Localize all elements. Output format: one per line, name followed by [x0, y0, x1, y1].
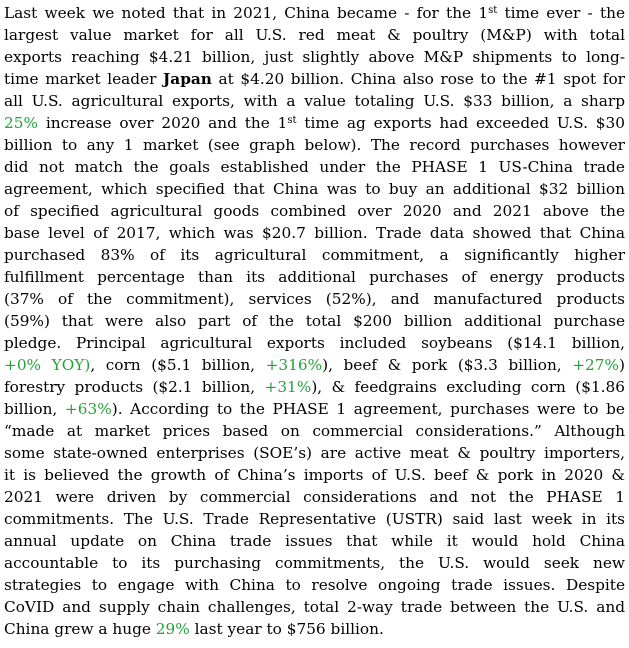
text-span: accountable to its purchasing commitments, the U.S. would seek new: [4, 554, 625, 572]
text-line: [4, 574, 625, 596]
text-span: 2021 were driven by commercial considerations and not the PHASE 1: [4, 488, 625, 506]
text-span: , corn ($5.1 billion,: [90, 356, 266, 374]
text-line: [4, 376, 625, 398]
text-line: [4, 530, 625, 552]
text-line: [4, 178, 625, 200]
text-span: annual update on China trade issues that while it would hold China: [4, 532, 625, 550]
text-span: Last week we noted that in 2021, China became - for the 1: [4, 4, 489, 22]
text-span: pledge. Principal agricultural exports included soybeans ($14.1 billion,: [4, 334, 625, 352]
text-line: [4, 464, 625, 486]
text-line: [4, 68, 625, 90]
text-span: time ag exports had exceeded U.S. $30: [296, 114, 625, 132]
text-span: at $4.20 billion. China also rose to the #1 spot for: [211, 70, 625, 88]
text-span: forestry products ($2.1 billion,: [4, 378, 265, 396]
text-span: (37% of the commitment), services (52%), and manufactured products: [4, 290, 625, 308]
text-span: did not match the goals established under the PHASE 1 US-China trade: [4, 158, 625, 176]
text-span: base level of 2017, which was $20.7 billion. Trade data showed that China: [4, 224, 625, 242]
text-span: it is believed the growth of China’s imports of U.S. beef & pork in 2020 &: [4, 466, 625, 484]
text-line: [4, 332, 625, 354]
highlighted-figure: +31%: [264, 378, 312, 396]
text-span: some state-owned enterprises (SOE’s) are active meat & poultry importers,: [4, 444, 625, 462]
text-line: [4, 420, 625, 442]
text-span: strategies to engage with China to resolve ongoing trade issues. Despite: [4, 576, 625, 594]
text-line: [4, 508, 625, 530]
text-span: largest value market for all U.S. red meat & poultry (M&P) with total: [4, 26, 625, 44]
text-span: billion,: [4, 400, 65, 418]
text-line: [4, 398, 625, 420]
text-span: CoVID and supply chain challenges, total 2-way trade between the U.S. and: [4, 598, 625, 616]
text-span: all U.S. agricultural exports, with a value totaling U.S. $33 billion, a sharp: [4, 92, 625, 110]
article-body: [4, 2, 625, 640]
text-line: [4, 310, 625, 332]
text-line: [4, 486, 625, 508]
text-span: commitments. The U.S. Trade Representative (USTR) said last week in its: [4, 510, 625, 528]
text-line: [4, 112, 625, 134]
text-span: time market leader: [4, 70, 164, 88]
text-span: fulfillment percentage than its additional purchases of energy products: [4, 268, 625, 286]
text-line: [4, 46, 625, 68]
highlighted-figure: 29%: [155, 620, 190, 638]
text-line: [4, 618, 625, 640]
text-line: [4, 200, 625, 222]
highlighted-figure: +27%: [572, 356, 620, 374]
text-line: [4, 442, 625, 464]
text-line: [4, 266, 625, 288]
text-span: exports reaching $4.21 billion, just slightly above M&P shipments to long-: [4, 48, 625, 66]
text-line: [4, 244, 625, 266]
text-span: ), beef & pork ($3.3 billion,: [322, 356, 573, 374]
text-line: [4, 288, 625, 310]
text-line: [4, 354, 625, 376]
text-span: China grew a huge: [4, 620, 156, 638]
text-span: “made at market prices based on commercial considerations.” Although: [4, 422, 625, 440]
bold-text: Japan: [163, 70, 212, 88]
text-line: [4, 134, 625, 156]
text-line: [4, 156, 625, 178]
highlighted-figure: +63%: [64, 400, 112, 418]
text-line: [4, 596, 625, 618]
text-span: purchased 83% of its agricultural commitment, a significantly higher: [4, 246, 625, 264]
text-line: [4, 24, 625, 46]
text-span: ), & feedgrains excluding corn ($1.86: [311, 378, 626, 396]
highlighted-figure: 25%: [4, 114, 38, 132]
text-line: [4, 552, 625, 574]
text-span: agreement, which specified that China was to buy an additional $32 billion: [4, 180, 625, 198]
text-line: [4, 222, 625, 244]
text-span: of specified agricultural goods combined over 2020 and 2021 above the: [4, 202, 625, 220]
text-line: [4, 2, 625, 24]
text-span: time ever - the: [497, 4, 626, 22]
text-line: [4, 90, 625, 112]
text-span: billion to any 1 market (see graph below). The record purchases however: [4, 136, 625, 154]
text-span: last year to $756 billion.: [189, 620, 384, 638]
highlighted-figure: +316%: [265, 356, 323, 374]
ordinal-superscript: st: [488, 5, 498, 16]
text-span: (59%) that were also part of the total $200 billion additional purchase: [4, 312, 625, 330]
text-span: ): [619, 356, 625, 374]
ordinal-superscript: st: [287, 115, 297, 126]
text-span: ). According to the PHASE 1 agreement, purchases were to be: [111, 400, 625, 418]
highlighted-figure: +0% YOY): [4, 356, 91, 374]
text-span: increase over 2020 and the 1: [38, 114, 288, 132]
